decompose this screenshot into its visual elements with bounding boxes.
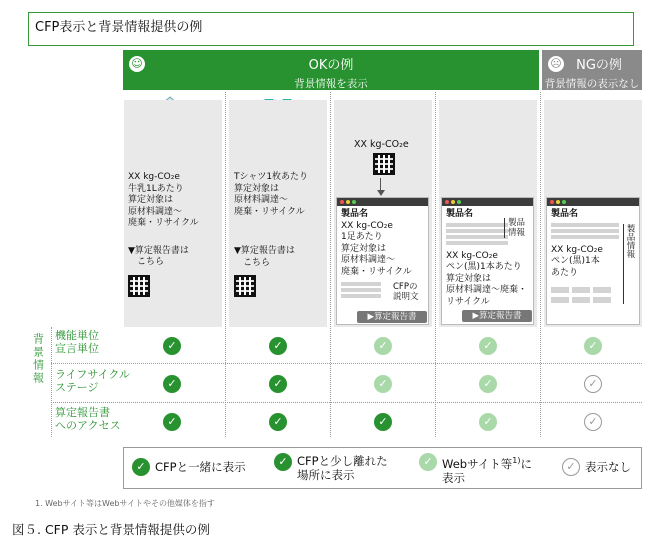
check-icon: ✓: [584, 337, 602, 355]
legend-label: 場所に表示: [297, 468, 355, 482]
report-link-text: ▼算定報告書は: [234, 246, 295, 256]
scope-text: 算定対象は: [234, 183, 280, 194]
scope-text: 算定対象は: [128, 195, 174, 205]
report-button[interactable]: ▶算定報告書: [462, 310, 532, 322]
check-icon: ✓: [163, 375, 181, 393]
column-divider: [435, 92, 436, 437]
functional-unit: ペン(黒)1本: [551, 256, 600, 266]
functional-unit: 1足あたり: [341, 232, 383, 242]
frown-icon: ☹: [548, 56, 564, 72]
legend-item-near-cfp: [274, 454, 388, 482]
browser-window: [546, 197, 640, 325]
qr-code-icon: [234, 275, 256, 297]
ok-example-header: [123, 50, 539, 90]
check-outline-icon: ✓: [584, 375, 602, 393]
column-divider: [225, 92, 226, 437]
check-icon: ✓: [274, 453, 292, 471]
scope-text: 算定対象は: [446, 273, 492, 284]
cfp-value: XX kg-CO₂e: [446, 250, 498, 261]
browser-toolbar: [442, 198, 533, 206]
row-label-line: 宣言単位: [55, 342, 99, 355]
legend-label: に: [520, 456, 532, 471]
browser-toolbar: [337, 198, 428, 206]
column-divider: [330, 92, 331, 437]
legend-label: Webサイト等: [442, 456, 513, 471]
footnote-marker: 1): [512, 456, 521, 465]
ng-label: NGの例: [576, 58, 622, 73]
check-icon: ✓: [479, 337, 497, 355]
legend-label: 表示なし: [585, 460, 631, 474]
check-icon: ✓: [374, 337, 392, 355]
cfp-note-line: 説明文: [393, 292, 419, 302]
check-icon: ✓: [374, 413, 392, 431]
row-divider: [51, 363, 642, 364]
functional-unit: 牛乳1Lあたり: [128, 183, 184, 194]
report-link-text: こちら: [234, 257, 271, 268]
arrow-to-browser: [380, 178, 385, 196]
row-label-functional-unit: [55, 329, 99, 355]
figure-caption: 図５. CFP 表示と背景情報提供の例: [12, 522, 210, 537]
ng-sublabel: 背景情報の表示なし: [544, 78, 640, 90]
cfp-value: XX kg-CO₂e: [341, 220, 393, 231]
legend-label: 表示: [442, 470, 465, 485]
scope-text: 廃棄・リサイクル: [234, 206, 305, 217]
legend-label: CFPと少し離れた: [297, 454, 388, 468]
column-divider: [540, 92, 541, 437]
check-outline-icon: ✓: [584, 413, 602, 431]
scope-text: 原材料調達～廃棄・: [446, 285, 528, 295]
row-label-line: ライフサイクル: [55, 368, 131, 381]
product-info-line: 情報: [508, 228, 526, 238]
product-info-label: 製品情報: [623, 224, 635, 304]
scope-text: 算定対象は: [341, 243, 387, 254]
browser-toolbar: [547, 198, 639, 206]
tshirt-label-text: [234, 172, 308, 297]
row-divider: [51, 402, 642, 403]
row-label-line: へのアクセス: [55, 419, 121, 432]
check-outline-icon: ✓: [562, 458, 580, 476]
functional-unit: ペン(黒)1本あたり: [446, 262, 522, 272]
product-info-label: [504, 218, 525, 238]
row-label-report-access: [55, 406, 121, 432]
ng-example-header: [542, 50, 642, 90]
check-icon: ✓: [479, 375, 497, 393]
legend: [123, 447, 642, 489]
functional-unit: Tシャツ1枚あたり: [234, 172, 309, 182]
legend-label: CFPと一緒に表示: [155, 460, 246, 474]
row-divider: [51, 327, 52, 437]
browser-window: [336, 197, 429, 325]
scope-text: 廃棄・リサイクル: [341, 266, 412, 277]
report-link-text: こちら: [128, 257, 165, 267]
browser-window: [441, 197, 534, 325]
report-button[interactable]: ▶算定報告書: [357, 311, 427, 323]
row-label-line: ステージ: [55, 381, 99, 394]
qr-code-icon: [373, 153, 395, 175]
check-icon: ✓: [374, 375, 392, 393]
legend-item-website: [419, 454, 532, 485]
scope-text: 廃棄・リサイクル: [128, 218, 199, 228]
check-icon: ✓: [419, 453, 437, 471]
scope-text: リサイクル: [446, 296, 490, 307]
diagram-title: CFP表示と背景情報提供の例: [28, 12, 634, 46]
product-name: 製品名: [446, 209, 474, 219]
scope-text: 原材料調達～: [128, 206, 183, 217]
background-info-side-label: [30, 333, 46, 385]
side-label-text: 背景情報: [31, 333, 45, 385]
check-icon: ✓: [132, 458, 150, 476]
check-icon: ✓: [269, 337, 287, 355]
cfp-value: XX kg-CO₂e: [354, 139, 409, 150]
ok-sublabel: 背景情報を表示: [294, 78, 368, 90]
cfp-note-line: CFPの: [393, 282, 418, 292]
milk-label-text: [128, 172, 199, 297]
check-icon: ✓: [163, 413, 181, 431]
row-label-line: 機能単位: [55, 329, 99, 342]
functional-unit: あたり: [551, 267, 579, 278]
check-icon: ✓: [163, 337, 181, 355]
smile-icon: ☺: [129, 56, 145, 72]
report-link-text: ▼算定報告書は: [128, 245, 189, 256]
cfp-value: XX kg-CO₂e: [551, 244, 603, 255]
scope-text: 原材料調達～: [341, 255, 396, 265]
row-label-line: 算定報告書: [55, 406, 110, 419]
check-icon: ✓: [269, 413, 287, 431]
product-info-line: 製品: [508, 218, 526, 228]
cfp-value: XX kg-CO₂e: [128, 172, 180, 182]
check-icon: ✓: [479, 413, 497, 431]
check-icon: ✓: [269, 375, 287, 393]
qr-code-icon: [128, 275, 150, 297]
row-label-lifecycle: [55, 368, 130, 394]
footnote: 1. Webサイト等はWebサイトやその他媒体を指す: [35, 499, 215, 508]
scope-text: 原材料調達～: [234, 195, 289, 205]
legend-item-none: [562, 458, 631, 476]
ok-label: OKの例: [308, 58, 354, 73]
product-name: 製品名: [341, 209, 369, 219]
legend-item-with-cfp: [132, 458, 246, 476]
product-name: 製品名: [551, 209, 579, 219]
cfp-note: [393, 282, 419, 302]
